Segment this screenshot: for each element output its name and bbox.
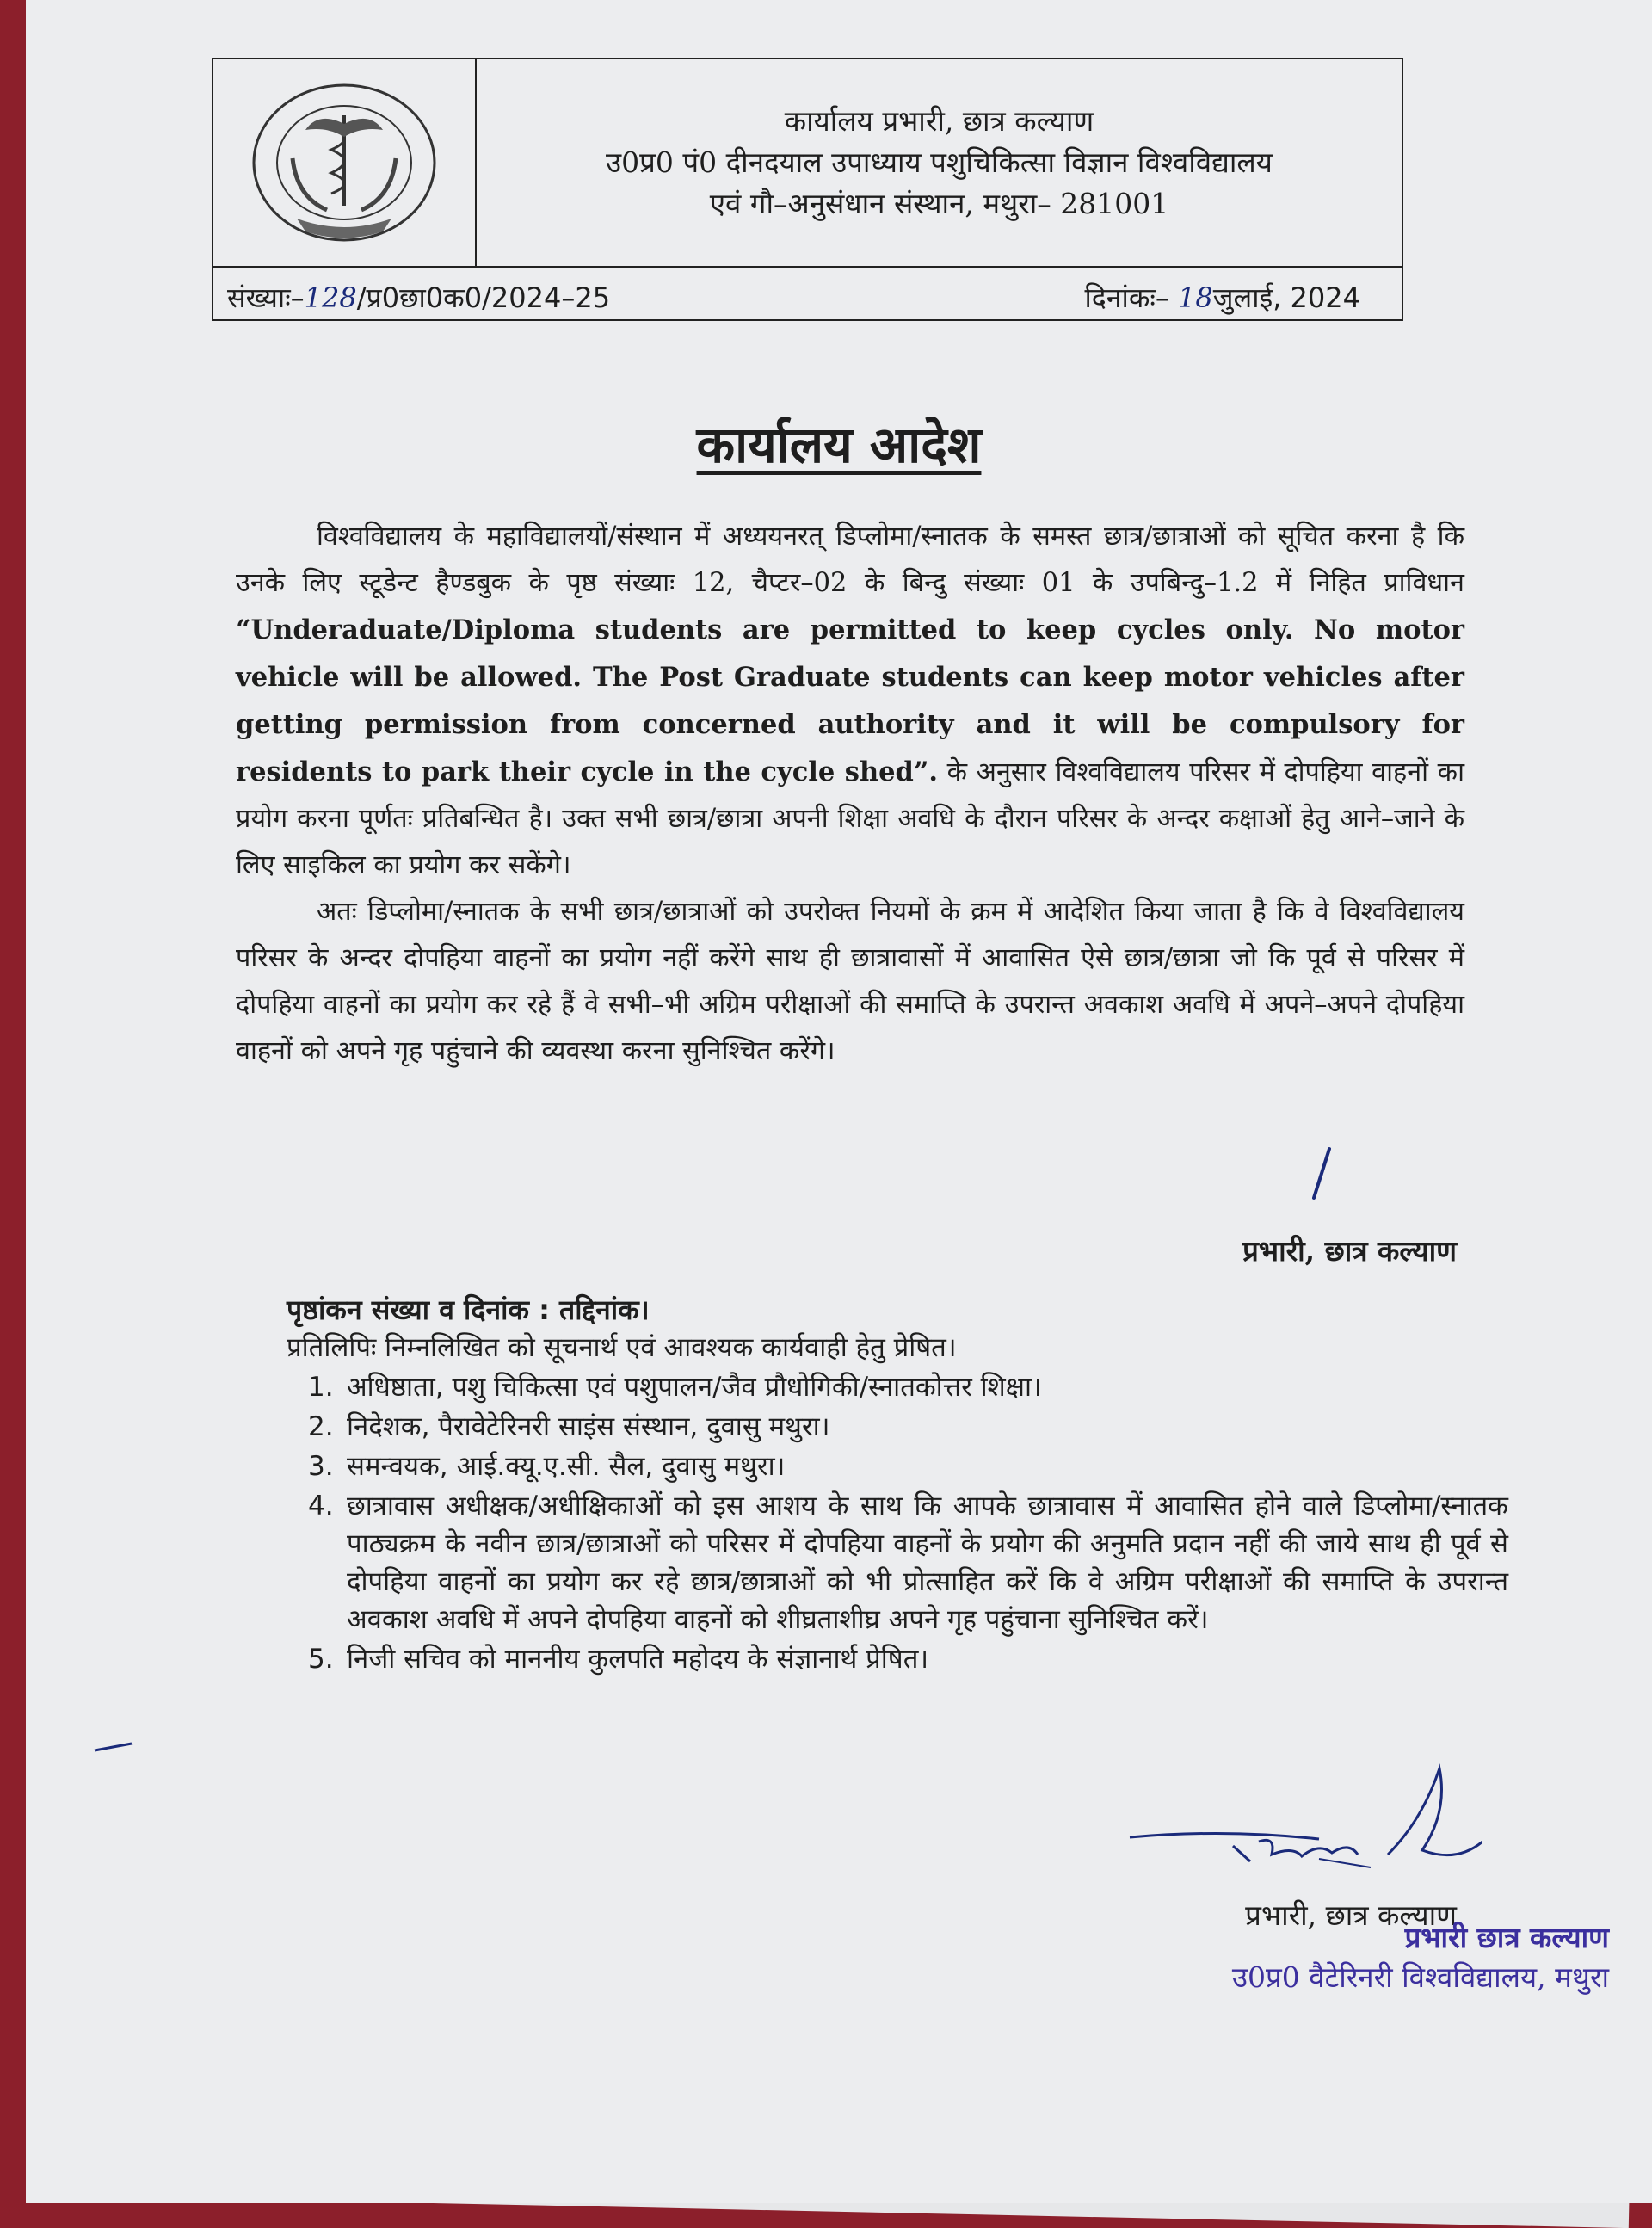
- paragraph-1-start: विश्वविद्यालय के महाविद्यालयों/संस्थान में अध्ययनरत् डिप्लोमा/स्नातक के समस्त छात्र/छात्राओं को सूचित करना है कि उनके लिए स्टूडेन्ट हैण्डबुक के पृष्ठ संख्याः 12, चैप्टर–02 के बिन्दु संख्याः 01 के उपबिन्दु–1.2 में निहित प्राविधान: [236, 522, 1464, 598]
- office-stamp: [1144, 0, 1609, 2203]
- list-item-text: अधिष्ठाता, पशु चिकित्सा एवं पशुपालन/जैव प्रौधोगिकी/स्नातकोत्तर शिक्षा।: [347, 1372, 1042, 1403]
- signoff-title: प्रभारी, छात्र कल्याण: [1245, 1898, 1457, 1932]
- list-item-text: छात्रावास अधीक्षक/अधीक्षिकाओं को इस आशय के साथ कि आपके छात्रावास में आवासित होने वाले डिप्लोमा/स्नातक पाठ्यक्रम के नवीन छात्र/छात्राओं को परिसर में दोपहिया वाहनों के प्रयोग की अनुमति प्रदान नहीं की जाये साथ ही पूर्व से दोपहिया वाहनों का प्रयोग कर रहे छात्र/छात्राओं को भी प्रोत्साहित करें कि वे अग्रिम परीक्षाओं की समाप्ति के उपरान्त अवकाश अवधि में अपने दोपहिया वाहनों को शीघ्रताशीघ्र अपने गृह पहुंचाना सुनिश्चित करें।: [347, 1490, 1508, 1635]
- institute-address: एवं गौ–अनुसंधान संस्थान, मथुरा– 281001: [709, 187, 1169, 220]
- signatory-title: प्रभारी, छात्र कल्याण: [1242, 1234, 1457, 1268]
- margin-pen-mark: [93, 1738, 136, 1756]
- paragraph-2: अतः डिप्लोमा/स्नातक के सभी छात्र/छात्राओं को उपरोक्त नियमों के क्रम में आदेशित किया जाता है कि वे विश्वविद्यालय परिसर के अन्दर दोपहिया वाहनों का प्रयोग नहीं करेंगे साथ ही छात्रावासों में आवासित ऐसे छात्र/छात्रा जो कि पूर्व से परिसर में दोपहिया वाहनों का प्रयोग कर रहे हैं वे सभी–भी अग्रिम परीक्षाओं की समाप्ति के उपरान्त अवकाश अवधि में अपने–अपने दोपहिया वाहनों को अपने गृह पहुंचाने की व्यवस्था करना सुनिश्चित करेंगे।: [236, 897, 1464, 1066]
- copy-line: प्रतिलिपिः निम्नलिखित को सूचनार्थ एवं आवश्यक कार्यवाही हेतु प्रेषित।: [287, 1332, 957, 1363]
- endorsement-title: पृष्ठांकन संख्या व दिनांक : तद्दिनांक।: [287, 1293, 650, 1326]
- handbook-quote: “Underaduate/Diploma students are permitted to keep cycles only. No motor vehicle will be allowed. The Post Graduate students can keep motor vehicles after getting permission from concerned authority and it will be compulsory for residents to park their cycle in the cycle shed”.: [236, 614, 1464, 787]
- list-item-number: 5.: [308, 1644, 334, 1675]
- list-item-text: निदेशक, पैरावेटेरिनरी साइंस संस्थान, दुवासु मथुरा।: [347, 1411, 830, 1442]
- page-title: कार्यालय आदेश: [696, 416, 982, 474]
- stamp-line-1: प्रभारी छात्र कल्याण: [1404, 1921, 1609, 1954]
- stamp-line-2: उ0प्र0 वैटेरिनरी विश्वविद्यालय, मथुरा: [1231, 1960, 1609, 1994]
- date-rest: जुलाई, 2024: [1212, 281, 1360, 314]
- list-item-text: निजी सचिव को माननीय कुलपति महोदय के संज्ञानार्थ प्रेषित।: [347, 1644, 929, 1675]
- list-item-number: 2.: [308, 1411, 334, 1442]
- list-item-number: 3.: [308, 1451, 334, 1482]
- list-item-number: 4.: [308, 1490, 334, 1521]
- university-name: उ0प्र0 पं0 दीनदयाल उपाध्याय पशुचिकित्सा विज्ञान विश्वविद्यालय: [606, 145, 1273, 179]
- emblem-icon: [245, 77, 443, 249]
- date-label: दिनांकः–: [1084, 281, 1169, 314]
- office-name: कार्यालय प्रभारी, छात्र कल्याण: [784, 104, 1094, 138]
- paragraph-1-end: के अनुसार विश्वविद्यालय परिसर में दोपहिया वाहनों का प्रयोग करना पूर्णतः प्रतिबन्धित है। उक्त सभी छात्र/छात्रा अपनी शिक्षा अवधि के दौरान परिसर के अन्दर कक्षाओं हेतु आने–जाने के लिए साइकिल का प्रयोग कर सकेंगे।: [236, 757, 1464, 880]
- handwritten-reference-number: 128: [304, 281, 357, 314]
- document-page: [26, 0, 1652, 2203]
- reference-number: [227, 279, 610, 316]
- list-item-number: 1.: [308, 1372, 334, 1403]
- university-emblem: [213, 59, 477, 266]
- handwritten-date-day: 18: [1178, 281, 1213, 314]
- reference-suffix: /प्र0छा0क0/2024–25: [356, 281, 611, 314]
- reference-label: संख्याः–: [227, 281, 305, 314]
- list-item-text: समन्वयक, आई.क्यू.ए.सी. सैल, दुवासु मथुरा।: [347, 1451, 786, 1482]
